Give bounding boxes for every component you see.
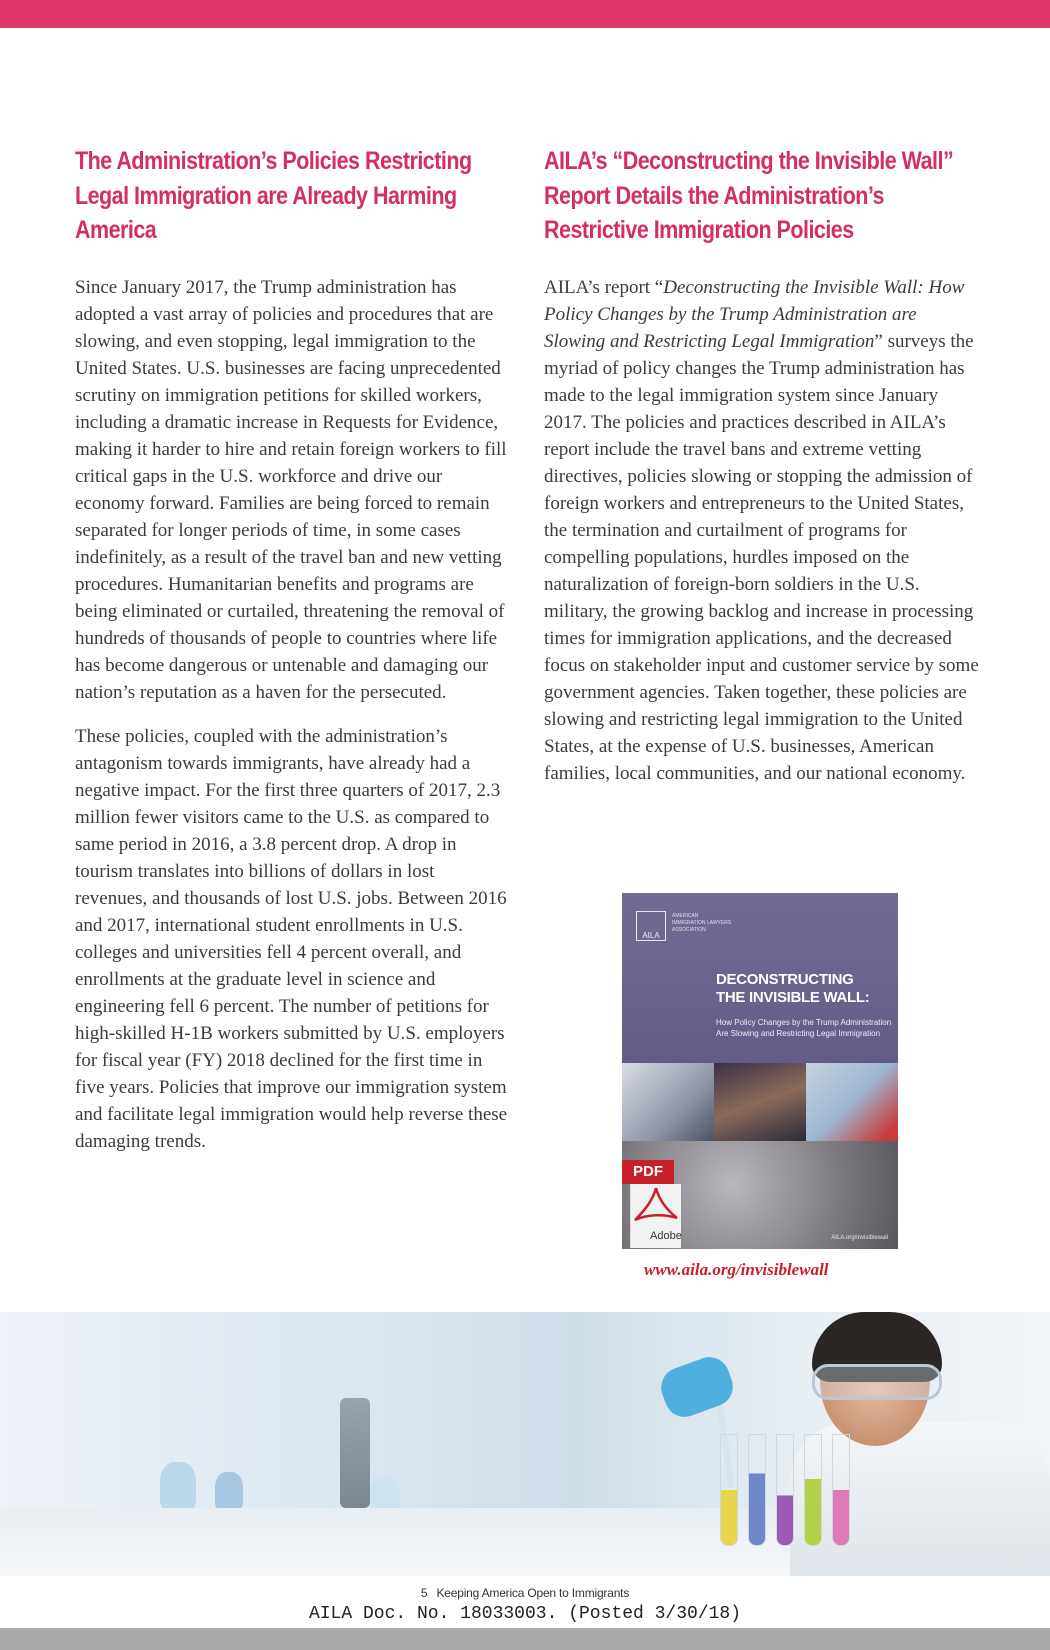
lab-coat (790, 1422, 1050, 1576)
cover-photo-strip (622, 1063, 898, 1141)
report-description: ” surveys the myriad of policy changes the Trump administration has made to the legal immigration system since January 2017. The policies and practices described in AILA’s report include the travel bans and extreme vetting directives, policies slowing or stopping the admission of foreign workers and entrepreneurs to the United States, the termination and curtailment of programs for compelling populations, hurdles imposed on the naturalization of foreign-born soldiers in the U.S. military, the growing backlog and increase in processing times for immigration applications, and the decreased focus on stakeholder input and customer service by some government agencies. Taken together, these policies are slowing and restricting legal immigration to the United States, at the expense of U.S. businesses, American families, local communities, and our national economy. (544, 330, 979, 784)
test-tube (832, 1434, 850, 1546)
lab-scientist-photo (0, 1312, 1050, 1576)
footer-line (0, 1586, 1050, 1600)
adobe-icon (631, 1184, 681, 1228)
aila-logo: AILA (636, 911, 666, 941)
cover-photo-visa (806, 1063, 898, 1141)
right-paragraph (544, 274, 980, 787)
report-intro: AILA’s report “ (544, 276, 664, 298)
test-tube (748, 1434, 766, 1546)
right-heading: AILA’s “Deconstructing the Invisible Wall” Report Details the Administration’s Restrictive Immigration Policies (544, 147, 954, 244)
flask-shape (160, 1462, 196, 1510)
left-paragraph-2: These policies, coupled with the administration’s antagonism towards immigrants, have already had a negative impact. For the first three quarters of 2017, 2.3 million fewer visitors came to the U.S. as compared to same period in 2016, a 3.8 percent drop. A drop in tourism translates into billions of dollars in lost revenues, and thousands of lost U.S. jobs. Between 2016 and 2017, international student enrollments in U.S. colleges and universities fell 4 percent overall, and enrollments at the graduate level in science and engineering fell 6 percent. The number of petitions for high-skilled H-1B workers submitted by U.S. employers for fiscal year (FY) 2018 declined for the first time in five years. Policies that improve our immigration system and facilitate legal immigration would help reverse these damaging trends. (75, 725, 508, 1152)
cover-org-name: AMERICAN IMMIGRATION LAWYERS ASSOCIATION (672, 913, 732, 933)
cover-subtitle: How Policy Changes by the Trump Administration Are Slowing and Restricting Legal Immigration (716, 1018, 892, 1038)
cover-title-line-2: THE INVISIBLE WALL: (716, 989, 870, 1006)
safety-goggles (812, 1364, 942, 1400)
report-title: Deconstructing the Invisible Wall: How Policy Changes by the Trump Administration are Slowing and Restricting Legal Immigration (544, 276, 965, 352)
page-number: 5 (420, 1586, 428, 1600)
cover-title (716, 971, 888, 1007)
cover-photo-lab (622, 1063, 714, 1141)
test-tube (720, 1434, 738, 1546)
test-tube (804, 1434, 822, 1546)
bottom-gray-bar (0, 1628, 1050, 1650)
test-tube (776, 1434, 794, 1546)
flask-shape (215, 1472, 243, 1510)
cover-site: AILA.org/invisiblewall (831, 1235, 888, 1241)
top-accent-bar (0, 0, 1050, 28)
cover-photo-women (714, 1063, 806, 1141)
cover-title-line-1: DECONSTRUCTING (716, 971, 854, 988)
publication-title: Keeping America Open to Immigrants (436, 1586, 630, 1600)
doc-stamp: AILA Doc. No. 18033003. (Posted 3/30/18) (308, 1604, 742, 1624)
adobe-label: Adobe (650, 1230, 682, 1242)
left-heading: The Administration’s Policies Restricting Legal Immigration are Already Harming America (75, 147, 472, 244)
microscope-shape (340, 1398, 370, 1508)
right-column (544, 144, 980, 804)
report-link[interactable]: www.aila.org/invisiblewall (644, 1260, 829, 1279)
blue-glove (656, 1352, 739, 1423)
left-column (75, 144, 511, 1172)
pdf-icon[interactable] (622, 1160, 680, 1248)
pdf-label: PDF (622, 1160, 674, 1184)
left-paragraph-1: Since January 2017, the Trump administration has adopted a vast array of policies and procedures that are slowing, and even stopping, legal immigration to the United States. U.S. businesses are facing unprecedented scrutiny on immigration petitions for skilled workers, including a dramatic increase in Requests for Evidence, making it harder to hire and retain foreign workers to fill critical gaps in the U.S. workforce and drive our economy forward. Families are being forced to remain separated for longer periods of time, in some cases indefinitely, as a result of the travel ban and new vetting procedures. Humanitarian benefits and programs are being eliminated or curtailed, threatening the removal of hundreds of thousands of people to countries where life has become dangerous or untenable and damaging our nation’s reputation as a haven for the persecuted. (75, 276, 507, 703)
